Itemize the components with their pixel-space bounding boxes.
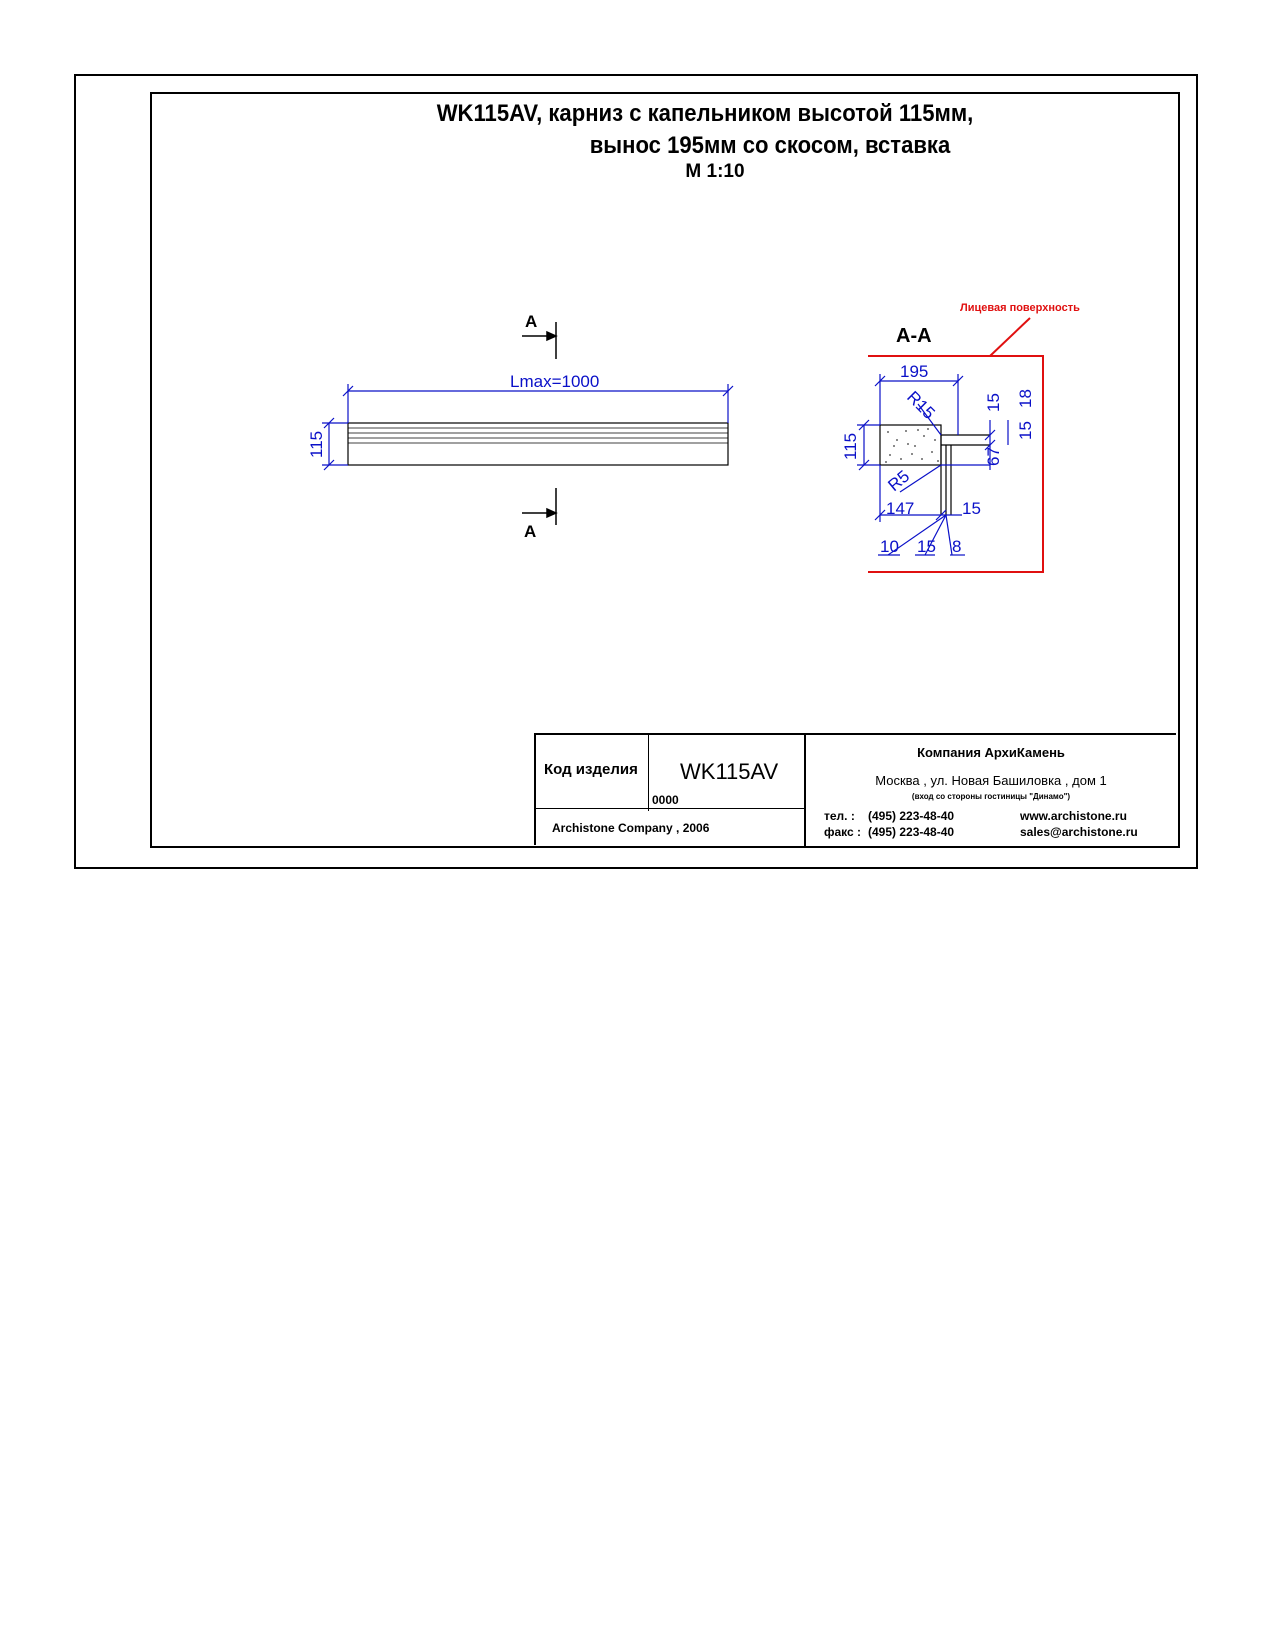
radius-top-label: R15 <box>903 387 939 423</box>
fax-number: (495) 223-48-40 <box>868 825 955 839</box>
section-width-label: 195 <box>900 362 929 381</box>
product-code-number: 0000 <box>652 793 679 807</box>
d67-label: 67 <box>984 447 1003 466</box>
section-label: А-А <box>896 325 932 347</box>
d15-bottom-label: 15 <box>917 537 936 556</box>
section-marker-top: А <box>525 312 538 331</box>
section-height-label: 115 <box>841 432 860 460</box>
radius-bottom-label: R5 <box>884 466 914 496</box>
front-dimensions <box>322 384 733 470</box>
d10-label: 10 <box>880 537 899 556</box>
bottom-width-label: 147 <box>886 499 915 518</box>
d15-right-label: 15 <box>1016 421 1035 440</box>
fax-label: факс : <box>824 825 862 839</box>
company-address: Москва , ул. Новая Башиловка , дом 1 <box>875 773 1107 788</box>
front-view <box>348 423 728 465</box>
d18-label: 18 <box>1016 389 1035 408</box>
title-block-divider <box>536 808 804 809</box>
company-entrance-note: (вход со стороны гостиницы "Динамо") <box>911 792 1071 801</box>
phone-label: тел. : <box>824 809 855 823</box>
email-link[interactable]: sales@archistone.ru <box>1020 825 1138 839</box>
facade-leader <box>990 318 1030 356</box>
d15-top-label: 15 <box>984 393 1003 412</box>
d8-label: 8 <box>952 537 962 556</box>
section-marker-bottom: А <box>524 522 537 541</box>
title-block <box>534 733 1176 845</box>
drawing-title-line-1: WK115AV, карниз с капельником высотой 115мм, <box>436 100 974 127</box>
company-name: Компания АрхиКамень <box>917 745 1065 760</box>
d15-bottom-right-label: 15 <box>962 499 981 518</box>
title-block-divider <box>648 735 649 811</box>
product-code-value: WK115AV <box>680 759 779 784</box>
phone-number: (495) 223-48-40 <box>868 809 955 823</box>
drawing-scale: М 1:10 <box>685 161 745 182</box>
cut-arrowhead-top <box>547 332 556 340</box>
website-link[interactable]: www.archistone.ru <box>1020 809 1127 823</box>
length-dim-label: Lmax=1000 <box>510 372 600 391</box>
front-height-label: 115 <box>307 430 326 458</box>
drawing-title-line-2: вынос 195мм со скосом, вставка <box>589 132 951 159</box>
section-body <box>880 425 941 465</box>
facade-label: Лицевая поверхность <box>960 302 1080 314</box>
copyright: Archistone Company , 2006 <box>552 821 710 835</box>
front-view-outline <box>348 423 728 465</box>
cut-arrowhead-bottom <box>547 509 556 517</box>
product-code-label: Код изделия <box>544 761 638 778</box>
